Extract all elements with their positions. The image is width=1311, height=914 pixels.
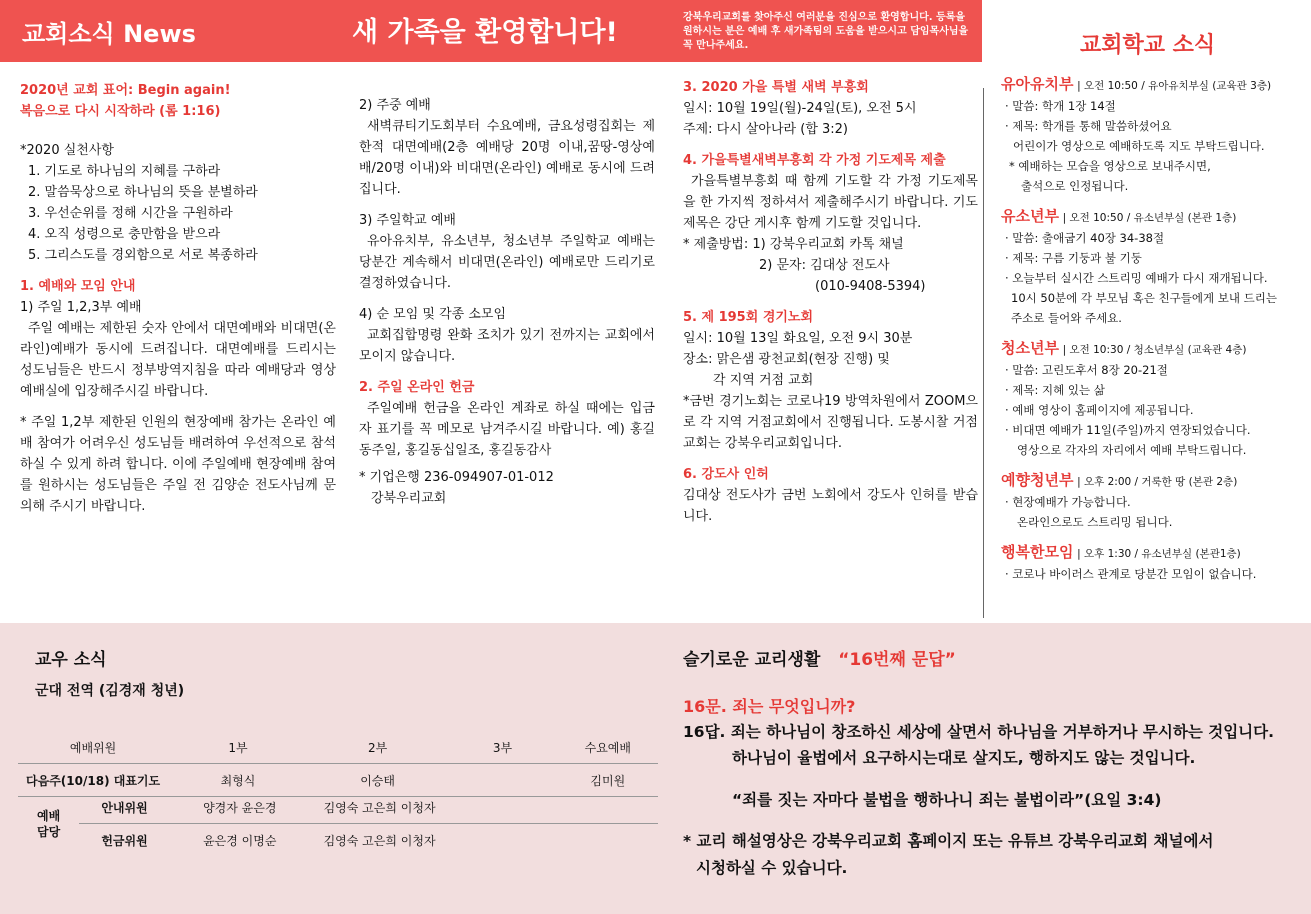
small-group-body: 교회집합명령 완화 조치가 있기 전까지는 교회에서 모이지 않습니다. xyxy=(359,328,655,364)
section-3-title: 3. 2020 가을 특별 새벽 부흥회 xyxy=(683,80,869,95)
table-cell: 김미원 xyxy=(590,773,626,788)
section-3-date: 일시: 10월 19일(월)-24일(토), 오전 5시 xyxy=(683,101,917,116)
dept-line: 10시 50분에 각 부모님 혹은 친구들에게 보내 드리는 xyxy=(1011,291,1277,305)
dept-line: 영상으로 각자의 자리에서 예배 부탁드립니다. xyxy=(1017,443,1247,457)
dept-meta: | 오후 1:30 / 유소년부실 (본관1층) xyxy=(1077,548,1241,560)
table-cell: 이승태 xyxy=(360,773,395,788)
section-2-body: 주일예배 헌금을 온라인 계좌로 하실 때에는 입금자 표기를 꼭 메모로 남겨주시길 바랍니다. 예) 홍길동주일, 홍길동십일조, 홍길동감사 xyxy=(359,401,655,458)
weekday-worship-title: 2) 주중 예배 xyxy=(359,98,431,113)
dept-meta: | 오전 10:50 / 유소년부실 (본관 1층) xyxy=(1062,212,1237,224)
section-5-place: 장소: 맑은샘 광천교회(현장 진행) 및 xyxy=(683,352,890,367)
dept-line: · 말씀: 출애굽기 40장 34-38절 xyxy=(1005,231,1165,245)
dept-line: · 제목: 구름 기둥과 불 기둥 xyxy=(1005,251,1142,265)
table-cell: 양경자 윤은경 xyxy=(203,800,277,815)
dept-name: 예향청년부 xyxy=(1001,471,1074,489)
dept-name: 유소년부 xyxy=(1001,207,1059,225)
practice-item: 1. 기도로 하나님의 지혜를 구하라 xyxy=(28,164,221,179)
column-3 xyxy=(683,77,978,527)
section-5-title: 5. 제 195회 경기노회 xyxy=(683,310,814,325)
table-row-label: 안내위원 xyxy=(101,800,148,815)
dept-line: * 예배하는 모습을 영상으로 보내주시면, xyxy=(1009,159,1211,173)
welcome-heading: 새 가족을 환영합니다! xyxy=(352,17,618,48)
sunday-school-title: 3) 주일학교 예배 xyxy=(359,213,456,228)
table-cell: 김영숙 고은희 이청자 xyxy=(323,800,436,815)
header-bar xyxy=(0,0,982,62)
section-5-place-2: 각 지역 거점 교회 xyxy=(713,373,814,388)
table-row-label: 헌금위원 xyxy=(101,833,148,848)
dept-meta: | 오후 2:00 / 거룩한 땅 (본관 2층) xyxy=(1077,476,1238,488)
table-cell: 윤은경 이명순 xyxy=(203,833,277,848)
news-title: 교회소식 News xyxy=(22,20,196,48)
weekday-worship-body: 새벽큐티기도회부터 수요예배, 금요성령집회는 제한적 대면예배(2층 예배당 20명 이내,꿈땅-영상예배/20명 이내)와 비대면(온라인) 예배로 동시에 드려집니다. xyxy=(359,119,655,197)
section-2-title: 2. 주일 온라인 헌금 xyxy=(359,380,475,395)
section-1-sub: 1) 주일 1,2,3부 예배 xyxy=(20,300,142,315)
doctrine-title xyxy=(683,645,956,670)
welcome-note: 강북우리교회를 찾아주신 여러분을 진심으로 환영합니다. 등록을 원하시는 분은 예배 후 새가족팀의 도움을 받으시고 담임목사님을 꼭 만나주세요. xyxy=(683,12,969,51)
members-news-title: 교우 소식 xyxy=(35,650,107,670)
dept-block xyxy=(1001,470,1306,532)
dept-meta: | 오전 10:30 / 청소년부실 (교육관 4층) xyxy=(1062,344,1247,356)
doctrine-answer-1: 16답. 죄는 하나님이 창조하신 세상에 살면서 하나님을 거부하거나 무시하는 것입니다. xyxy=(683,723,1274,741)
doctrine-title-text: 슬기로운 교리생활 xyxy=(683,650,821,670)
doctrine-note-2: 시청하실 수 있습니다. xyxy=(696,859,848,877)
section-5-date: 일시: 10월 13일 화요일, 오전 9시 30분 xyxy=(683,331,913,346)
doctrine-title-red: “16번째 문답” xyxy=(838,650,956,670)
worship-duty-table xyxy=(18,731,658,797)
dept-meta: | 오전 10:50 / 유아유치부실 (교육관 3층) xyxy=(1077,80,1272,92)
dept-line: · 말씀: 학개 1장 14절 xyxy=(1005,99,1116,113)
dept-line: 어린이가 영상으로 예배하도록 지도 부탁드립니다. xyxy=(1013,139,1265,153)
dept-block xyxy=(1001,542,1306,584)
dept-block xyxy=(1001,74,1306,196)
table-cell: 김영숙 고은희 이청자 xyxy=(323,833,436,848)
column-1 xyxy=(20,80,336,517)
duty-group-1: 예배 xyxy=(36,808,61,823)
column-2 xyxy=(359,95,655,509)
dept-name: 청소년부 xyxy=(1001,339,1059,357)
dept-block xyxy=(1001,338,1306,460)
table-header: 예배위원 xyxy=(69,740,117,755)
dept-name: 유아유치부 xyxy=(1001,75,1074,93)
practice-item: 3. 우선순위를 정해 시간을 구원하라 xyxy=(28,206,233,221)
practice-item: 5. 그리스도를 경외함으로 서로 복종하라 xyxy=(28,248,258,263)
members-news-item: 군대 전역 (김경재 청년) xyxy=(35,683,185,699)
section-1-note: * 주일 1,2부 제한된 인원의 현장예배 참가는 온라인 예배 참여가 어려우신 성도님들 배려하여 우선적으로 참석하실 수 있게 하려 합니다. 이에 주일예배 현장예배 참여를 원하시는 성도님들은 주일 전 김양순 전도사님께 문의해 주시기 바랍니다. xyxy=(20,415,336,514)
small-group-title: 4) 순 모임 및 각종 소모임 xyxy=(359,307,507,322)
dept-block xyxy=(1001,206,1306,328)
practice-title: *2020 실천사항 xyxy=(20,143,114,158)
dept-line: · 제목: 지혜 있는 삶 xyxy=(1005,383,1105,397)
doctrine-answer-2: 하나님이 율법에서 요구하시는대로 살지도, 행하지도 않는 것입니다. xyxy=(732,749,1196,767)
table-header: 수요예배 xyxy=(584,740,631,755)
section-4-method-1: * 제출방법: 1) 강북우리교회 카톡 채널 xyxy=(683,237,904,252)
dept-name: 행복한모임 xyxy=(1001,543,1074,561)
section-6-title: 6. 강도사 인허 xyxy=(683,467,769,482)
table-header: 1부 xyxy=(228,740,248,755)
table-cell: 최형식 xyxy=(220,773,256,788)
dept-line: · 예배 영상이 홈페이지에 제공됩니다. xyxy=(1005,403,1194,417)
section-1-body: 주일 예배는 제한된 숫자 안에서 대면예배와 비대면(온라인)예배가 동시에 드려집니다. 대면예배를 드리시는 성도님들은 반드시 정부방역지침을 따라 예배당과 영상 예배실에 입장해주시길 바랍니다. xyxy=(20,321,336,399)
doctrine-question: 16문. 죄는 무엇입니까? xyxy=(683,697,856,716)
dept-line: · 오늘부터 실시간 스트리밍 예배가 다시 재개됩니다. xyxy=(1005,271,1268,285)
dept-line: · 비대면 예배가 11일(주일)까지 연장되었습니다. xyxy=(1005,423,1251,437)
section-1-title: 1. 예배와 모임 안내 xyxy=(20,279,136,294)
duty-group-label xyxy=(18,791,79,856)
section-3-theme: 주제: 다시 살아나라 (합 3:2) xyxy=(683,122,848,137)
table-row-label: 다음주(10/18) 대표기도 xyxy=(26,773,161,788)
bank-owner: 강북우리교회 xyxy=(371,491,447,506)
table-header: 3부 xyxy=(492,740,513,755)
dept-line: · 코로나 바이러스 관계로 당분간 모임이 없습니다. xyxy=(1005,567,1257,581)
section-4-phone: (010-9408-5394) xyxy=(815,279,926,294)
dept-line: · 말씀: 고린도후서 8장 20-21절 xyxy=(1005,363,1168,377)
bank-account: * 기업은행 236-094907-01-012 xyxy=(359,470,554,485)
doctrine-note-1: * 교리 해설영상은 강북우리교회 홈페이지 또는 유튜브 강북우리교회 채널에서 xyxy=(683,832,1214,850)
section-4-title: 4. 가을특별새벽부흥회 각 가정 기도제목 제출 xyxy=(683,153,946,168)
section-6-body: 김대상 전도사가 금번 노회에서 강도사 인허를 받습니다. xyxy=(683,488,978,524)
doctrine-verse: “죄를 짓는 자마다 불법을 행하나니 죄는 불법이라”(요일 3:4) xyxy=(732,791,1162,809)
section-5-body: *금번 경기노회는 코로나19 방역차원에서 ZOOM으로 각 지역 거점교회에서 진행됩니다. 도봉시찰 거점교회는 강북우리교회입니다. xyxy=(683,394,978,451)
column-divider xyxy=(983,88,984,618)
practice-item: 2. 말씀묵상으로 하나님의 뜻을 분별하라 xyxy=(28,185,258,200)
table-header: 2부 xyxy=(367,740,388,755)
motto-line-2: 복음으로 다시 시작하라 (롬 1:16) xyxy=(20,104,221,119)
dept-line: · 현장예배가 가능합니다. xyxy=(1005,495,1131,509)
practice-item: 4. 오직 성령으로 충만함을 받으라 xyxy=(28,227,221,242)
sunday-school-body: 유아유치부, 유소년부, 청소년부 주일학교 예배는 당분간 계속해서 비대면(온라인) 예배로만 드리기로 결정하였습니다. xyxy=(359,234,655,291)
church-school-news xyxy=(1001,74,1306,594)
duty-group-2: 담당 xyxy=(36,824,61,839)
dept-line: 온라인으로도 스트리밍 됩니다. xyxy=(1017,515,1173,529)
church-school-title: 교회학교 소식 xyxy=(1080,33,1216,58)
dept-line: 출석으로 인정됩니다. xyxy=(1021,179,1129,193)
section-4-body: 가을특별부흥회 때 함께 기도할 각 가정 기도제목을 한 가지씩 정하셔서 제출해주시기 바랍니다. 기도제목은 강단 게시후 함께 기도할 것입니다. xyxy=(683,174,978,231)
worship-duty-table-2 xyxy=(18,791,658,856)
dept-line: · 제목: 학개를 통해 말씀하셨어요 xyxy=(1005,119,1172,133)
motto-line-1: 2020년 교회 표어: Begin again! xyxy=(20,83,231,98)
section-4-method-2: 2) 문자: 김대상 전도사 xyxy=(759,258,890,273)
dept-line: 주소로 들어와 주세요. xyxy=(1011,311,1122,325)
